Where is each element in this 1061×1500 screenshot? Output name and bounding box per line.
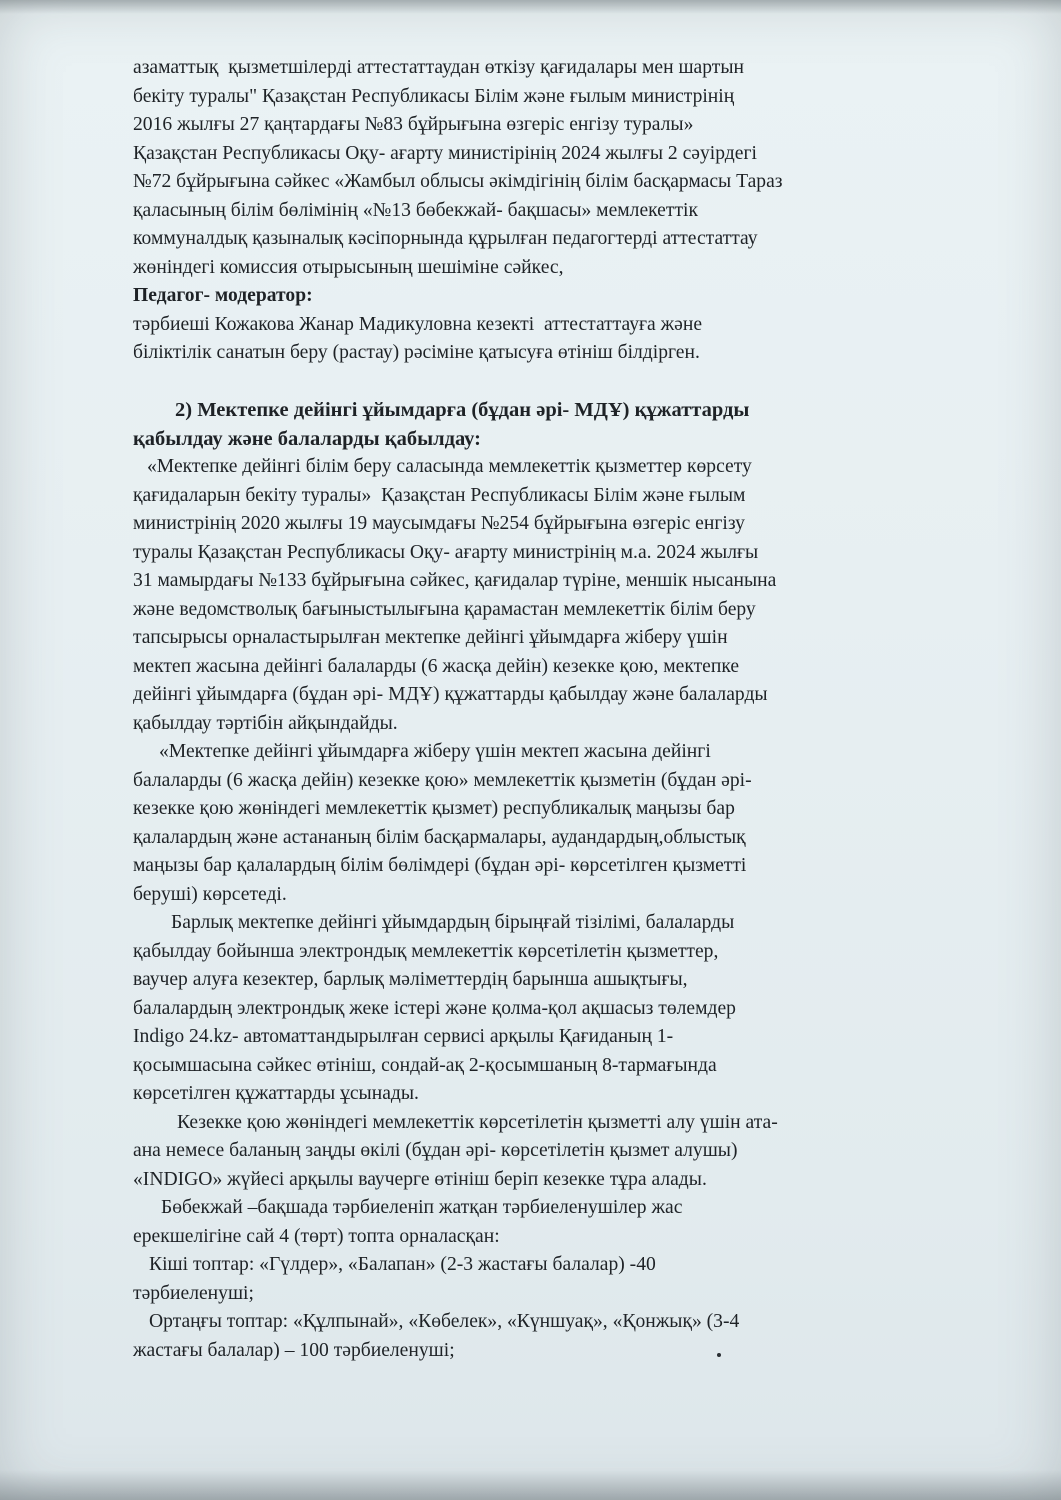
text-line: көрсетілген құжаттарды ұсынады. bbox=[133, 1083, 419, 1104]
text-line: қабылдау тәртібін айқындайды. bbox=[133, 712, 398, 734]
text-line: тәрбиеленуші; bbox=[133, 1282, 254, 1304]
text-line: Барлық мектепке дейінгі ұйымдардың бірыңғай тізілімі, балаларды bbox=[171, 912, 735, 933]
text-line: қабылдау бойынша электрондық мемлекеттік көрсетілетін қызметтер, bbox=[133, 940, 719, 962]
text-line: маңызы бар қалалардың білім бөлімдері (бұдан әрі- көрсетілген қызметті bbox=[133, 855, 747, 876]
text-line: қағидаларын бекіту туралы» Қазақстан Республикасы Білім және ғылым bbox=[133, 484, 746, 506]
text-line: Кезекке қою жөніндегі мемлекеттік көрсетілетін қызметті алу үшін ата- bbox=[177, 1111, 778, 1133]
text-line: №72 бұйрығына сәйкес «Жамбыл облысы әкімдігінің білім басқармасы Тараз bbox=[133, 171, 783, 192]
text-line: министрінің 2020 жылғы 19 маусымдағы №254 бұйрығына өзгеріс енгізу bbox=[133, 513, 745, 534]
text-line: ваучер алуға кезектер, барлық мәліметтердің барынша ашықтығы, bbox=[133, 969, 688, 990]
text-line: қосымшасына сәйкес өтініш, сондай-ақ 2-қосымшаның 8-тармағында bbox=[133, 1054, 717, 1076]
text-line: коммуналдық қазыналық кәсіпорнында құрылған педагогтерді аттестаттау bbox=[133, 228, 758, 249]
text-line: балаларды (6 жасқа дейін) кезекке қою» мемлекеттік қызметін (бұдан әрі- bbox=[133, 769, 752, 791]
text-line: балалардың электрондық жеке істері және қолма-қол ақшасыз төлемдер bbox=[133, 997, 736, 1019]
section-heading-line: қабылдау және балаларды қабылдау: bbox=[133, 427, 481, 450]
text-line: «Мектепке дейінгі білім беру саласында мемлекеттік қызметтер көрсету bbox=[147, 456, 752, 477]
text-line: жөніндегі комиссия отырысының шешіміне сәйкес, bbox=[133, 256, 564, 278]
text-line: Қазақстан Республикасы Оқу- ағарту министірінің 2024 жылғы 2 сәуірдегі bbox=[133, 142, 757, 164]
text-line: Indigo 24.kz- автоматтандырылған сервисі арқылы Қағиданың 1- bbox=[133, 1026, 674, 1047]
text-line: «INDIGO» жүйесі арқылы ваучерге өтініш беріп кезекке тұра алады. bbox=[133, 1168, 707, 1190]
text-line: Кіші топтар: «Гүлдер», «Балапан» (2-3 жастағы балалар) -40 bbox=[149, 1254, 656, 1275]
text-line: бекіту туралы" Қазақстан Республикасы Білім және ғылым министрінің bbox=[133, 85, 735, 107]
page-bottom-shadow bbox=[0, 1470, 1061, 1500]
page-top-shadow bbox=[0, 0, 1061, 14]
text-line: жастағы балалар) – 100 тәрбиеленуші; bbox=[133, 1339, 455, 1361]
blank-line bbox=[133, 368, 973, 397]
text-line: беруші) көрсетеді. bbox=[133, 883, 287, 905]
text-line: 2016 жылғы 27 қаңтардағы №83 бұйрығына өзгеріс енгізу туралы» bbox=[133, 114, 694, 135]
text-line: тапсырысы орналастырылған мектепке дейінгі ұйымдарға жіберу үшін bbox=[133, 627, 728, 648]
text-line: ерекшелігіне сай 4 (төрт) топта орналасқан: bbox=[133, 1225, 500, 1247]
text-line: дейінгі ұйымдарға (бұдан әрі- МДҰ) құжаттарды қабылдау және балаларды bbox=[133, 684, 768, 705]
text-line: Бөбекжай –бақшада тәрбиеленіп жатқан тәрбиеленушілер жас bbox=[161, 1197, 683, 1218]
text-line: ана немесе баланың заңды өкілі (бұдан әрі- көрсетілетін қызмет алушы) bbox=[133, 1140, 738, 1161]
text-line: кезекке қою жөніндегі мемлекеттік қызмет) республикалық маңызы бар bbox=[133, 798, 735, 819]
text-line: туралы Қазақстан Республикасы Оқу- ағарту министрінің м.а. 2024 жылғы bbox=[133, 541, 759, 563]
text-line: Ортаңғы топтар: «Құлпынай», «Көбелек», «Күншуақ», «Қонжық» (3-4 bbox=[149, 1311, 740, 1332]
document-body bbox=[133, 54, 973, 1365]
text-line: тәрбиеші Кожакова Жанар Мадикуловна кезекті аттестаттауға және bbox=[133, 313, 703, 335]
text-line: азаматтық қызметшілерді аттестаттаудан өткізу қағидалары мен шартын bbox=[133, 57, 744, 78]
text-line: мектеп жасына дейінгі балаларды (6 жасқа дейін) кезекке қою, мектепке bbox=[133, 655, 740, 677]
ink-dot bbox=[717, 1353, 721, 1357]
section-heading-line: 2) Мектепке дейінгі ұйымдарға (бұдан әрі- МДҰ) құжаттарды bbox=[175, 399, 750, 421]
text-line: біліктілік санатын беру (растау) рәсіміне қатысуға өтініш білдірген. bbox=[133, 342, 700, 363]
text-line: және ведомстволық бағыныстылығына қарамастан мемлекеттік білім беру bbox=[133, 598, 756, 620]
text-line: қаласының білім бөлімінің «№13 бөбекжай- бақшасы» мемлекеттік bbox=[133, 199, 698, 221]
bold-label-line: Педагог- модератор: bbox=[133, 285, 313, 306]
text-line: «Мектепке дейінгі ұйымдарға жіберу үшін мектеп жасына дейінгі bbox=[159, 741, 711, 762]
text-line: қалалардың және астананың білім басқармалары, аудандардың,облыстық bbox=[133, 826, 746, 848]
text-line: 31 мамырдағы №133 бұйрығына сәйкес, қағидалар түріне, меншік нысанына bbox=[133, 570, 777, 591]
